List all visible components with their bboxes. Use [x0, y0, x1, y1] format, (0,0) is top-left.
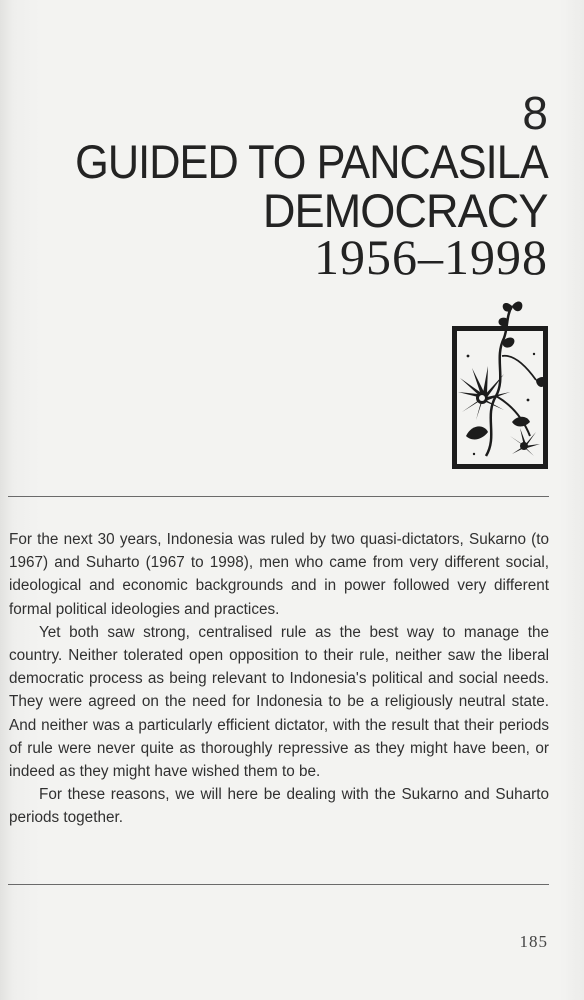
chapter-title-line-1: GUIDED TO PANCASILA — [75, 135, 548, 188]
paragraph-1: For the next 30 years, Indonesia was ruled by two quasi-dictators, Sukarno (to 1967) and Suharto (1967 to 1998), men who came from very different social, ideological and economic backgrounds and in power followed very different formal political ideologies and practices. — [9, 531, 549, 618]
chapter-title-line-2: DEMOCRACY — [263, 184, 548, 237]
lotus-flower-icon — [446, 296, 556, 471]
page-number: 185 — [519, 932, 548, 951]
chapter-body — [9, 528, 549, 830]
bottom-divider — [8, 884, 549, 885]
chapter-number: 8 — [522, 87, 548, 139]
top-divider — [8, 496, 549, 497]
chapter-years: 1956–1998 — [314, 229, 548, 285]
paragraph-3: For these reasons, we will here be dealing with the Sukarno and Suharto periods together. — [9, 786, 549, 827]
paragraph-2: Yet both saw strong, centralised rule as the best way to manage the country. Neither tolerated open opposition to their rule, neither saw the liberal democratic process as being relevant to Indonesia's political and social needs. They were agreed on the need for Indonesia to be a religiously neutral state. And neither was a particularly efficient dictator, with the result that their periods of rule were never quite as thoroughly repressive as they might have been, or indeed as they might have wished them to be. — [9, 623, 549, 781]
